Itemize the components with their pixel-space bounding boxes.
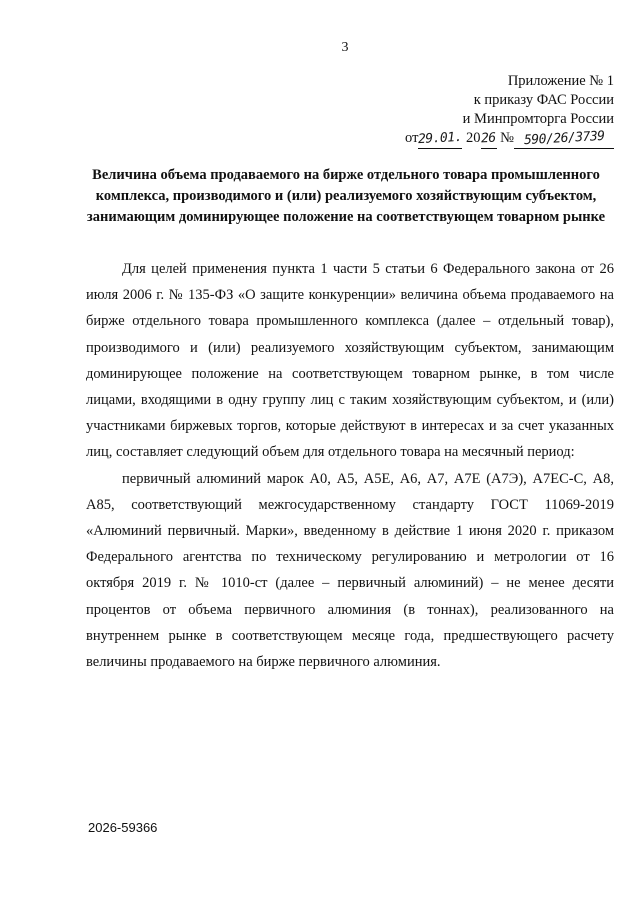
order-prefix: от [405,130,419,146]
appendix-line-3: и Минпромторга России [462,111,614,127]
order-year-prefix: 20 [466,130,481,146]
order-year-handwritten: 26 [480,130,497,147]
page-number: 3 [341,40,349,55]
order-year-field [481,129,497,149]
order-date-handwritten: 29.01. [418,129,463,148]
order-number-field [514,129,614,149]
order-date-field [418,129,462,149]
order-number-handwritten: 590/26/3739 [523,128,605,149]
paragraph-aluminium: первичный алюминий марок А0, А5, А5Е, А6, А7, А7Е (А7Э), А7ЕС-С, А8, А85, соответствующий межгосударственному стандарту ГОСТ 11069-2019 «Алюминий первичный. Марки», введенному в действие 1 июня 2020 г. приказом Федерального агентства по техническому регулированию и метрологии от 16 октября 2019 г. № 1010-ст (далее – первичный алюминий) – не менее десяти процентов от объема первичного алюминия (в тоннах), реализованного на внутреннем рынке в соответствующем месяце года, предшествующего расчету величины продаваемого на бирже первичного алюминия. [86,470,614,671]
appendix-line-2: к приказу ФАС России [473,92,614,108]
appendix-line-1: Приложение № 1 [507,73,614,89]
paragraph-purpose: Для целей применения пункта 1 части 5 статьи 6 Федерального закона от 26 июля 2006 г. № 135-ФЗ «О защите конкуренции» величина объема продаваемого на бирже отдельного товара промышленного комплекса (далее – отдельный товар), производимого и (или) реализуемого хозяйствующим субъектом, занимающим доминирующее положение на соответствующем товарном рынке, в том числе лицами, входящими в одну группу лиц с таким хозяйствующим субъектом, и (или) участниками биржевых торгов, которые действуют в интересах и за счет указанных лиц, составляет следующий объем для отдельного товара на месячный период: [86,261,614,461]
appendix-header [405,72,614,149]
order-reference [405,129,614,149]
document-body [86,256,614,675]
document-title: Величина объема продаваемого на бирже отдельного товара промышленного комплекса, производимого и (или) реализуемого хозяйствующим субъектом, занимающим доминирующее положение на соответствующем товарном рынке [86,167,606,225]
order-number-label: № [500,130,514,146]
footer-code: 2026-59366 [88,820,158,835]
